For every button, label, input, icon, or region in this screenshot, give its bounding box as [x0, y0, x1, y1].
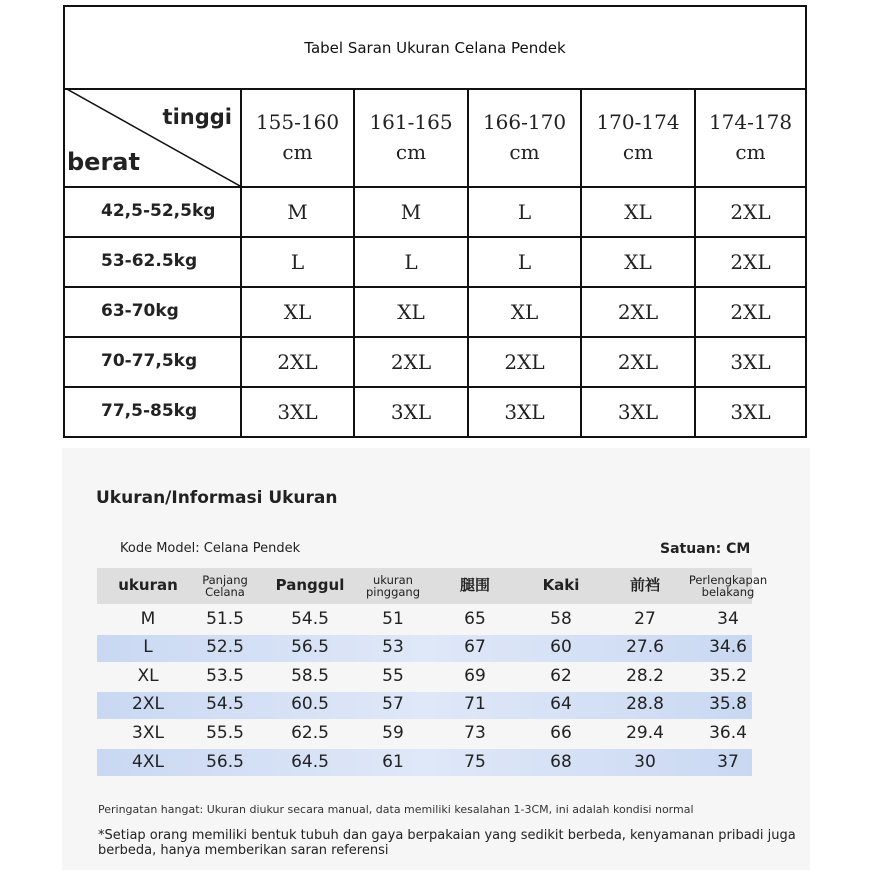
- size-cell: 2XL: [242, 338, 355, 388]
- column-header: Panjang Celana: [202, 572, 248, 599]
- measurement-cell: 28.2: [626, 665, 664, 686]
- size-cell: XL: [582, 238, 696, 288]
- size-cell: XL: [242, 288, 355, 338]
- measurement-cell: 67: [464, 637, 486, 658]
- size-cell: 2XL: [582, 288, 696, 338]
- weight-label: 70-77,5kg: [65, 338, 242, 388]
- size-cell: 3XL: [355, 388, 469, 438]
- measurement-cell: 36.4: [709, 722, 747, 743]
- size-cell: M: [242, 188, 355, 238]
- column-header: ukuran pinggang: [365, 572, 421, 599]
- size-cell: L: [242, 238, 355, 288]
- corner-weight-label: berat: [67, 148, 140, 176]
- measurement-cell: 4XL: [132, 751, 164, 772]
- measurement-cell: 54.5: [291, 608, 329, 629]
- measurement-cell: 73: [464, 722, 486, 743]
- measurement-cell: 27.6: [626, 637, 664, 658]
- measurement-cell: 58: [550, 608, 572, 629]
- column-header: 前裆: [629, 576, 660, 595]
- measurement-cell: 65: [464, 608, 486, 629]
- model-code: Kode Model: Celana Pendek: [120, 541, 301, 556]
- size-cell: L: [355, 238, 469, 288]
- measurement-cell: 64.5: [291, 751, 329, 772]
- measurement-cell: 66: [550, 722, 572, 743]
- measurement-cell: 75: [464, 751, 486, 772]
- column-header: ukuran: [118, 576, 178, 595]
- height-header: 174-178 cm: [696, 88, 807, 188]
- measurement-cell: 59: [382, 722, 404, 743]
- weight-label: 63-70kg: [65, 288, 242, 338]
- column-header: Panggul: [275, 576, 345, 595]
- weight-label: 53-62.5kg: [65, 238, 242, 288]
- measurement-cell: 34: [717, 608, 739, 629]
- measurement-cell: 58.5: [291, 665, 329, 686]
- measurement-cell: 56.5: [206, 751, 244, 772]
- measurement-cell: 28.8: [626, 694, 664, 715]
- size-cell: XL: [469, 288, 582, 338]
- size-recommendation-table: [63, 5, 807, 438]
- measurement-cell: 57: [382, 694, 404, 715]
- measurement-cell: 60.5: [291, 694, 329, 715]
- size-cell: M: [355, 188, 469, 238]
- size-cell: 3XL: [469, 388, 582, 438]
- size-cell: L: [469, 238, 582, 288]
- measurement-cell: 3XL: [132, 722, 164, 743]
- unit-label: Satuan: CM: [660, 541, 751, 557]
- column-header: 腿围: [459, 576, 490, 595]
- size-cell: XL: [355, 288, 469, 338]
- size-cell: 3XL: [582, 388, 696, 438]
- column-header: Perlengkapan belakang: [688, 572, 768, 599]
- measurement-cell: 34.6: [709, 637, 747, 658]
- measurement-cell: 53: [382, 637, 404, 658]
- measurement-cell: 37: [717, 751, 739, 772]
- height-header: 170-174 cm: [582, 88, 696, 188]
- weight-label: 77,5-85kg: [65, 388, 242, 438]
- size-cell: 3XL: [696, 388, 807, 438]
- measurement-cell: 56.5: [291, 637, 329, 658]
- size-cell: XL: [582, 188, 696, 238]
- measurement-cell: 55.5: [206, 722, 244, 743]
- height-header: 155-160 cm: [242, 88, 355, 188]
- size-cell: 2XL: [469, 338, 582, 388]
- measurement-cell: L: [143, 637, 153, 658]
- height-header: 161-165 cm: [355, 88, 469, 188]
- measurement-cell: 62.5: [291, 722, 329, 743]
- measurement-cell: 61: [382, 751, 404, 772]
- measurement-cell: 35.8: [709, 694, 747, 715]
- measurement-cell: M: [140, 608, 156, 629]
- reference-note: *Setiap orang memiliki bentuk tubuh dan gaya berpakaian yang sedikit berbeda, kenyamanan pribadi juga berbeda, hanya memberikan saran referensi: [98, 828, 796, 858]
- section-title: Ukuran/Informasi Ukuran: [96, 488, 338, 508]
- measurement-cell: 62: [550, 665, 572, 686]
- size-cell: L: [469, 188, 582, 238]
- table-title: Tabel Saran Ukuran Celana Pendek: [65, 7, 805, 90]
- weight-label: 42,5-52,5kg: [65, 188, 242, 238]
- measurement-cell: XL: [137, 665, 159, 686]
- measurement-cell: 27: [634, 608, 656, 629]
- size-cell: 2XL: [582, 338, 696, 388]
- size-info-panel: [62, 448, 810, 870]
- column-header: Kaki: [542, 576, 580, 595]
- measurement-cell: 30: [634, 751, 656, 772]
- measurement-cell: 52.5: [206, 637, 244, 658]
- measurement-cell: 69: [464, 665, 486, 686]
- measurement-cell: 53.5: [206, 665, 244, 686]
- size-cell: 2XL: [696, 188, 807, 238]
- size-cell: 3XL: [242, 388, 355, 438]
- warning-note: Peringatan hangat: Ukuran diukur secara manual, data memiliki kesalahan 1-3CM, ini adalah kondisi normal: [98, 803, 694, 816]
- height-header: 166-170 cm: [469, 88, 582, 188]
- size-cell: 2XL: [355, 338, 469, 388]
- measurement-cell: 35.2: [709, 665, 747, 686]
- measurement-cell: 55: [382, 665, 404, 686]
- measurement-cell: 51.5: [206, 608, 244, 629]
- corner-cell: [65, 88, 242, 188]
- measurement-cell: 64: [550, 694, 572, 715]
- measurement-cell: 51: [382, 608, 404, 629]
- size-cell: 3XL: [696, 338, 807, 388]
- measurement-cell: 54.5: [206, 694, 244, 715]
- measurement-cell: 60: [550, 637, 572, 658]
- size-cell: 2XL: [696, 288, 807, 338]
- measurement-cell: 71: [464, 694, 486, 715]
- corner-height-label: tinggi: [162, 105, 232, 129]
- measurement-cell: 2XL: [132, 694, 164, 715]
- measurement-cell: 29.4: [626, 722, 664, 743]
- measurement-cell: 68: [550, 751, 572, 772]
- size-cell: 2XL: [696, 238, 807, 288]
